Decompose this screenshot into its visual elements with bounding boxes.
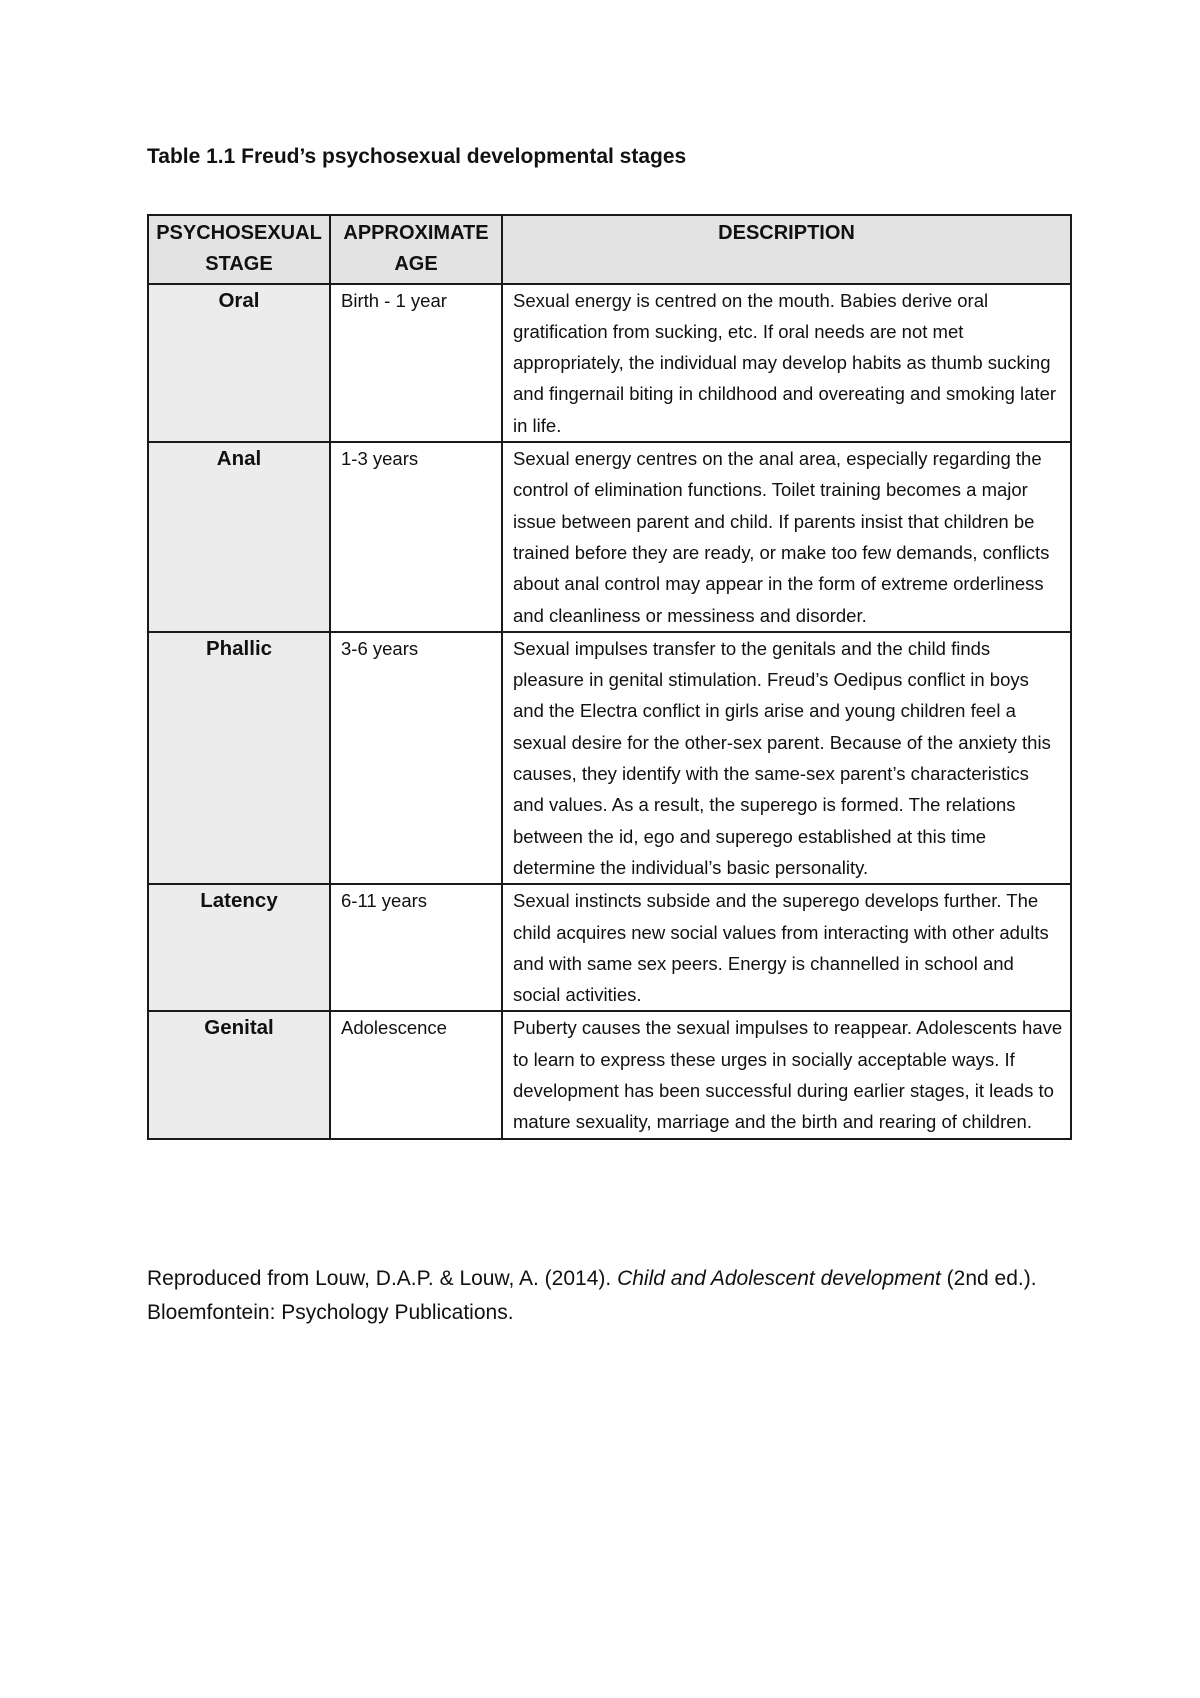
stages-table <box>147 214 1072 1140</box>
header-stage <box>148 215 330 284</box>
stage-cell: Oral <box>148 284 330 442</box>
description-cell: Sexual energy is centred on the mouth. Babies derive oral gratification from sucking, etc. If oral needs are not met appropriately, the individual may develop habits as thumb sucking and fingernail biting in childhood and overeating and smoking later in life. <box>502 284 1071 442</box>
table-caption: Table 1.1 Freud’s psychosexual developmental stages <box>147 145 687 168</box>
header-stage-line1: PSYCHOSEXUAL <box>156 222 322 244</box>
table-row <box>148 1011 1071 1138</box>
stage-cell: Phallic <box>148 632 330 884</box>
table-header-row <box>148 215 1071 284</box>
source-reference <box>147 1262 1077 1330</box>
reference-book-title: Child and Adolescent development <box>617 1267 941 1290</box>
age-cell: 6-11 years <box>330 884 502 1011</box>
stage-cell: Anal <box>148 442 330 632</box>
description-cell: Sexual energy centres on the anal area, especially regarding the control of elimination functions. Toilet training becomes a major issue between parent and child. If parents insist that children be trained before they are ready, or make too few demands, conflicts about anal control may appear in the form of extreme orderliness and cleanliness or messiness and disorder. <box>502 442 1071 632</box>
description-cell: Sexual instincts subside and the superego develops further. The child acquires new social values from interacting with other adults and with same sex peers. Energy is channelled in school and social activities. <box>502 884 1071 1011</box>
header-stage-line2: STAGE <box>205 253 273 276</box>
age-cell: Adolescence <box>330 1011 502 1138</box>
table-row <box>148 632 1071 884</box>
stage-cell: Latency <box>148 884 330 1011</box>
table-row <box>148 284 1071 442</box>
description-cell: Puberty causes the sexual impulses to reappear. Adolescents have to learn to express these urges in socially acceptable ways. If development has been successful during earlier stages, it leads to mature sexuality, marriage and the birth and rearing of children. <box>502 1011 1071 1138</box>
header-description: DESCRIPTION <box>502 215 1071 284</box>
table-row <box>148 442 1071 632</box>
stage-cell: Genital <box>148 1011 330 1138</box>
age-cell: Birth - 1 year <box>330 284 502 442</box>
table-row <box>148 884 1071 1011</box>
age-cell: 1-3 years <box>330 442 502 632</box>
header-age <box>330 215 502 284</box>
reference-suffix: (2nd ed.). Bloemfontein: Psychology Publications. <box>147 1267 1037 1324</box>
reference-prefix: Reproduced from Louw, D.A.P. & Louw, A. (2014). <box>147 1267 618 1290</box>
header-age-line1: APPROXIMATE <box>343 222 489 244</box>
age-cell: 3-6 years <box>330 632 502 884</box>
header-age-line2: AGE <box>394 253 438 276</box>
description-cell: Sexual impulses transfer to the genitals and the child finds pleasure in genital stimulation. Freud’s Oedipus conflict in boys and the Electra conflict in girls arise and young children feel a sexual desire for the other-sex parent. Because of the anxiety this causes, they identify with the same-sex parent’s characteristics and values. As a result, the superego is formed. The relations between the id, ego and superego established at this time determine the individual’s basic personality. <box>502 632 1071 884</box>
